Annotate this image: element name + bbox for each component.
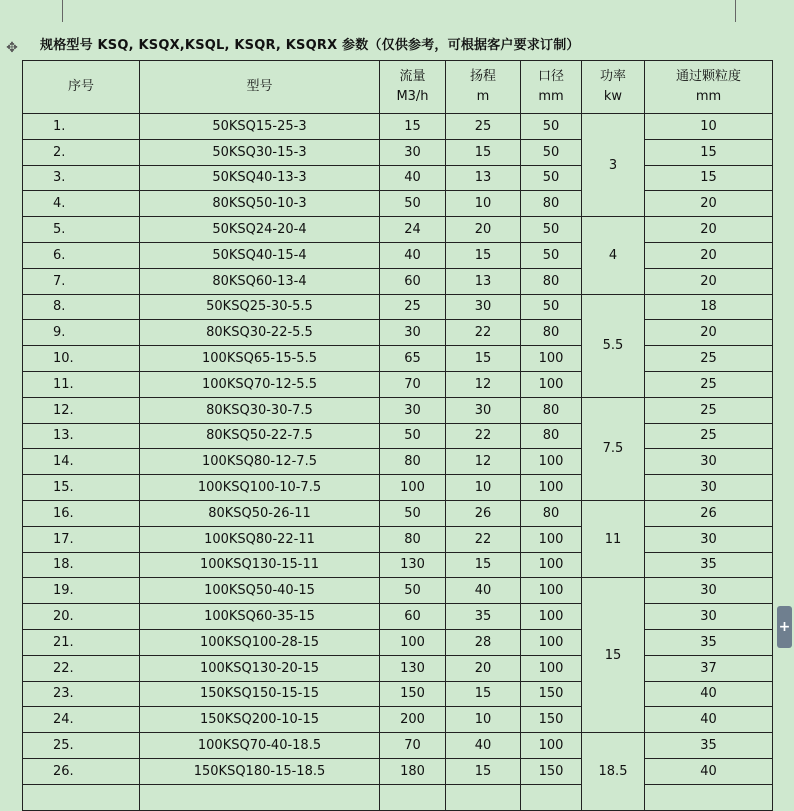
row-number: 5. <box>23 217 140 243</box>
bore-cell: 100 <box>521 371 582 397</box>
model-cell: 100KSQ70-40-18.5 <box>140 733 380 759</box>
row-number: 20. <box>23 604 140 630</box>
table-row <box>23 758 773 784</box>
bore-cell: 100 <box>521 578 582 604</box>
row-number <box>23 784 140 810</box>
row-number: 11. <box>23 371 140 397</box>
bore-cell: 150 <box>521 707 582 733</box>
bore-cell: 100 <box>521 629 582 655</box>
row-number: 21. <box>23 629 140 655</box>
table-row <box>23 371 773 397</box>
column-header-label: 扬程 <box>469 69 496 84</box>
bore-cell: 80 <box>521 500 582 526</box>
row-number: 12. <box>23 397 140 423</box>
row-number: 9. <box>23 320 140 346</box>
row-number: 6. <box>23 242 140 268</box>
column-header-label: 功率 <box>599 69 626 84</box>
table-header-row <box>23 61 773 114</box>
particle-size-cell: 30 <box>645 449 773 475</box>
model-cell: 100KSQ50-40-15 <box>140 578 380 604</box>
column-header-label: 流量 <box>399 69 426 84</box>
column-header-unit: mm <box>538 89 564 104</box>
particle-size-cell: 25 <box>645 397 773 423</box>
head-cell: 15 <box>446 242 521 268</box>
head-cell: 15 <box>446 346 521 372</box>
head-cell: 28 <box>446 629 521 655</box>
particle-size-cell: 25 <box>645 423 773 449</box>
move-cross-icon[interactable]: ✥ <box>6 40 18 56</box>
particle-size-cell: 15 <box>645 165 773 191</box>
flow-cell: 65 <box>380 346 446 372</box>
bore-cell: 100 <box>521 552 582 578</box>
flow-cell: 25 <box>380 294 446 320</box>
head-cell: 13 <box>446 268 521 294</box>
column-header-label: 型号 <box>246 79 273 94</box>
table-row <box>23 733 773 759</box>
flow-cell: 70 <box>380 733 446 759</box>
bore-cell: 100 <box>521 733 582 759</box>
column-header-label: 序号 <box>67 79 94 94</box>
flow-cell: 50 <box>380 423 446 449</box>
head-cell: 15 <box>446 681 521 707</box>
table-row <box>23 526 773 552</box>
bore-cell: 50 <box>521 139 582 165</box>
model-cell: 80KSQ30-30-7.5 <box>140 397 380 423</box>
head-cell: 12 <box>446 449 521 475</box>
flow-cell: 130 <box>380 655 446 681</box>
row-number: 14. <box>23 449 140 475</box>
flow-cell: 70 <box>380 371 446 397</box>
table-row <box>23 320 773 346</box>
model-cell: 80KSQ30-22-5.5 <box>140 320 380 346</box>
row-number: 1. <box>23 114 140 140</box>
flow-cell: 30 <box>380 139 446 165</box>
table-row <box>23 191 773 217</box>
bore-cell: 100 <box>521 526 582 552</box>
model-cell: 100KSQ80-22-11 <box>140 526 380 552</box>
column-header-unit: m <box>476 89 490 104</box>
power-cell: 18.5 <box>582 733 645 810</box>
row-number: 4. <box>23 191 140 217</box>
model-cell: 100KSQ70-12-5.5 <box>140 371 380 397</box>
column-header <box>645 61 773 114</box>
head-cell: 22 <box>446 423 521 449</box>
head-cell: 40 <box>446 578 521 604</box>
table-row <box>23 681 773 707</box>
column-header <box>140 61 380 114</box>
particle-size-cell: 37 <box>645 655 773 681</box>
bore-cell: 100 <box>521 655 582 681</box>
particle-size-cell: 30 <box>645 526 773 552</box>
flow-cell: 50 <box>380 191 446 217</box>
row-number: 19. <box>23 578 140 604</box>
row-number: 10. <box>23 346 140 372</box>
head-cell: 15 <box>446 552 521 578</box>
table-row <box>23 578 773 604</box>
power-cell: 15 <box>582 578 645 733</box>
power-cell: 7.5 <box>582 397 645 500</box>
flow-cell: 200 <box>380 707 446 733</box>
row-number: 16. <box>23 500 140 526</box>
row-number: 2. <box>23 139 140 165</box>
flow-cell: 50 <box>380 578 446 604</box>
column-header <box>582 61 645 114</box>
head-cell: 10 <box>446 707 521 733</box>
table-row <box>23 423 773 449</box>
power-cell: 4 <box>582 217 645 294</box>
particle-size-cell: 20 <box>645 191 773 217</box>
model-cell: 50KSQ15-25-3 <box>140 114 380 140</box>
table-row <box>23 217 773 243</box>
head-cell: 35 <box>446 604 521 630</box>
model-cell: 100KSQ130-15-11 <box>140 552 380 578</box>
column-header-label: 口径 <box>537 69 564 84</box>
bore-cell: 100 <box>521 449 582 475</box>
table-row <box>23 784 773 810</box>
flow-cell: 50 <box>380 500 446 526</box>
flow-cell: 60 <box>380 268 446 294</box>
row-number: 25. <box>23 733 140 759</box>
row-number: 26. <box>23 758 140 784</box>
column-header-unit: M3/h <box>396 89 429 104</box>
row-number: 13. <box>23 423 140 449</box>
model-cell: 100KSQ65-15-5.5 <box>140 346 380 372</box>
power-cell: 11 <box>582 500 645 577</box>
particle-size-cell: 35 <box>645 552 773 578</box>
head-cell: 12 <box>446 371 521 397</box>
head-cell: 26 <box>446 500 521 526</box>
power-cell: 3 <box>582 114 645 217</box>
table-row <box>23 242 773 268</box>
bore-cell: 50 <box>521 242 582 268</box>
particle-size-cell: 26 <box>645 500 773 526</box>
bore-cell: 50 <box>521 114 582 140</box>
model-cell: 50KSQ24-20-4 <box>140 217 380 243</box>
particle-size-cell: 30 <box>645 604 773 630</box>
column-header <box>23 61 140 114</box>
model-cell <box>140 784 380 810</box>
head-cell: 10 <box>446 475 521 501</box>
row-number: 17. <box>23 526 140 552</box>
particle-size-cell: 40 <box>645 707 773 733</box>
head-cell: 20 <box>446 655 521 681</box>
flow-cell: 40 <box>380 242 446 268</box>
table-row <box>23 552 773 578</box>
model-cell: 100KSQ130-20-15 <box>140 655 380 681</box>
flow-cell <box>380 784 446 810</box>
model-cell: 100KSQ80-12-7.5 <box>140 449 380 475</box>
flow-cell: 24 <box>380 217 446 243</box>
table-row <box>23 707 773 733</box>
particle-size-cell: 20 <box>645 242 773 268</box>
model-cell: 150KSQ180-15-18.5 <box>140 758 380 784</box>
head-cell: 13 <box>446 165 521 191</box>
flow-cell: 80 <box>380 526 446 552</box>
head-cell: 10 <box>446 191 521 217</box>
model-cell: 80KSQ50-22-7.5 <box>140 423 380 449</box>
bore-cell: 150 <box>521 758 582 784</box>
head-cell: 22 <box>446 320 521 346</box>
flow-cell: 30 <box>380 320 446 346</box>
model-cell: 50KSQ30-15-3 <box>140 139 380 165</box>
page-title: 规格型号 KSQ, KSQX,KSQL, KSQR, KSQRX 参数（仅供参考，可根据客户要求订制） <box>40 38 580 53</box>
bore-cell: 80 <box>521 397 582 423</box>
bore-cell: 80 <box>521 191 582 217</box>
crop-mark-top-right <box>735 0 736 22</box>
bore-cell: 80 <box>521 268 582 294</box>
flow-cell: 150 <box>380 681 446 707</box>
head-cell: 22 <box>446 526 521 552</box>
column-header-unit: mm <box>695 89 722 104</box>
table-row <box>23 346 773 372</box>
flow-cell: 100 <box>380 475 446 501</box>
table-row <box>23 449 773 475</box>
bore-cell: 50 <box>521 165 582 191</box>
head-cell: 15 <box>446 758 521 784</box>
particle-size-cell: 25 <box>645 371 773 397</box>
head-cell <box>446 784 521 810</box>
table-row <box>23 500 773 526</box>
column-header <box>521 61 582 114</box>
column-header-unit: kw <box>603 89 623 104</box>
bore-cell: 100 <box>521 346 582 372</box>
head-cell: 30 <box>446 397 521 423</box>
model-cell: 150KSQ200-10-15 <box>140 707 380 733</box>
head-cell: 40 <box>446 733 521 759</box>
row-number: 7. <box>23 268 140 294</box>
table-row <box>23 604 773 630</box>
table-row <box>23 294 773 320</box>
particle-size-cell: 20 <box>645 320 773 346</box>
particle-size-cell: 35 <box>645 733 773 759</box>
table-row <box>23 629 773 655</box>
flow-cell: 40 <box>380 165 446 191</box>
table-row <box>23 268 773 294</box>
particle-size-cell: 15 <box>645 139 773 165</box>
crop-mark-top-left <box>62 0 63 22</box>
particle-size-cell: 20 <box>645 217 773 243</box>
bore-cell <box>521 784 582 810</box>
row-number: 3. <box>23 165 140 191</box>
model-cell: 100KSQ100-10-7.5 <box>140 475 380 501</box>
bore-cell: 150 <box>521 681 582 707</box>
head-cell: 20 <box>446 217 521 243</box>
bore-cell: 50 <box>521 217 582 243</box>
column-header <box>446 61 521 114</box>
bore-cell: 100 <box>521 604 582 630</box>
spec-table <box>22 60 773 811</box>
flow-cell: 30 <box>380 397 446 423</box>
particle-size-cell: 30 <box>645 475 773 501</box>
particle-size-cell: 18 <box>645 294 773 320</box>
particle-size-cell: 20 <box>645 268 773 294</box>
particle-size-cell: 35 <box>645 629 773 655</box>
flow-cell: 180 <box>380 758 446 784</box>
flow-cell: 15 <box>380 114 446 140</box>
flow-cell: 100 <box>380 629 446 655</box>
particle-size-cell: 10 <box>645 114 773 140</box>
flow-cell: 60 <box>380 604 446 630</box>
particle-size-cell: 40 <box>645 681 773 707</box>
particle-size-cell <box>645 784 773 810</box>
power-cell: 5.5 <box>582 294 645 397</box>
column-header <box>380 61 446 114</box>
model-cell: 80KSQ50-10-3 <box>140 191 380 217</box>
bore-cell: 80 <box>521 423 582 449</box>
table-row <box>23 475 773 501</box>
row-number: 22. <box>23 655 140 681</box>
model-cell: 150KSQ150-15-15 <box>140 681 380 707</box>
bore-cell: 100 <box>521 475 582 501</box>
model-cell: 50KSQ40-13-3 <box>140 165 380 191</box>
model-cell: 80KSQ60-13-4 <box>140 268 380 294</box>
particle-size-cell: 30 <box>645 578 773 604</box>
row-number: 23. <box>23 681 140 707</box>
column-header-label: 通过颗粒度 <box>675 69 741 84</box>
head-cell: 15 <box>446 139 521 165</box>
model-cell: 50KSQ40-15-4 <box>140 242 380 268</box>
flow-cell: 130 <box>380 552 446 578</box>
model-cell: 50KSQ25-30-5.5 <box>140 294 380 320</box>
head-cell: 30 <box>446 294 521 320</box>
row-number: 18. <box>23 552 140 578</box>
model-cell: 100KSQ60-35-15 <box>140 604 380 630</box>
particle-size-cell: 40 <box>645 758 773 784</box>
table-row <box>23 114 773 140</box>
row-number: 24. <box>23 707 140 733</box>
table-row <box>23 165 773 191</box>
table-row <box>23 397 773 423</box>
table-row <box>23 655 773 681</box>
bore-cell: 50 <box>521 294 582 320</box>
table-row <box>23 139 773 165</box>
head-cell: 25 <box>446 114 521 140</box>
flow-cell: 80 <box>380 449 446 475</box>
row-number: 8. <box>23 294 140 320</box>
plus-tab-icon[interactable]: + <box>777 606 792 648</box>
bore-cell: 80 <box>521 320 582 346</box>
model-cell: 80KSQ50-26-11 <box>140 500 380 526</box>
particle-size-cell: 25 <box>645 346 773 372</box>
row-number: 15. <box>23 475 140 501</box>
model-cell: 100KSQ100-28-15 <box>140 629 380 655</box>
